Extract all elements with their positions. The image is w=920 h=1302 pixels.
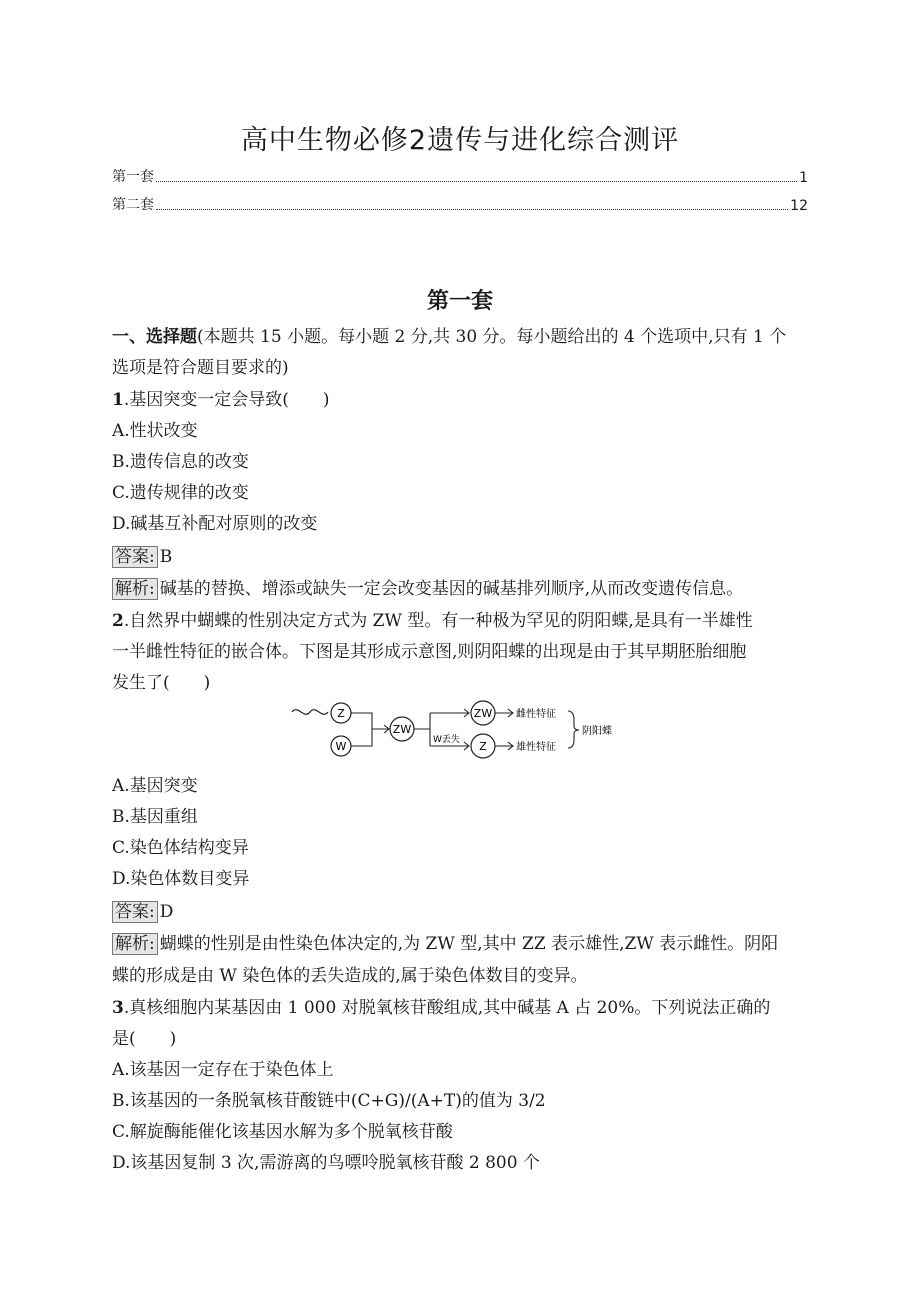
answer-tag: 答案: <box>112 901 158 923</box>
fusion-lines <box>351 713 388 746</box>
analysis-text-cont: 蝶的形成是由 W 染色体的丢失造成的,属于染色体数目的变异。 <box>112 966 588 986</box>
toc-leader <box>156 209 788 210</box>
toc-entry-page: 12 <box>790 198 808 214</box>
question-text: .自然界中蝴蝶的性别决定方式为 ZW 型。有一种极为罕见的阴阳蝶,是具有一半雄性 <box>123 611 753 631</box>
arrow-heads <box>508 709 513 750</box>
trait-lines <box>495 713 512 746</box>
female-cell-label: ZW <box>473 707 493 720</box>
arrow-heads <box>464 709 469 750</box>
option-c: C.解旋酶能催化该基因水解为多个脱氧核苷酸 <box>112 1122 453 1142</box>
answer-value: B <box>159 547 173 567</box>
male-cell-label: Z <box>479 740 487 753</box>
question-text-cont: 是( ) <box>112 1029 177 1049</box>
document-title: 高中生物必修2遗传与进化综合测评 <box>240 125 680 156</box>
wavy-line <box>292 710 328 715</box>
option-a: A.该基因一定存在于染色体上 <box>112 1060 334 1080</box>
question-number: 3 <box>112 998 124 1018</box>
toc-entry-page: 1 <box>799 170 808 186</box>
analysis-text: 蝴蝶的性别是由性染色体决定的,为 ZW 型,其中 ZZ 表示雄性,ZW 表示雌性。阴阳 <box>159 934 779 954</box>
male-trait-label: 雄性特征 <box>516 742 556 753</box>
toc-entry-label: 第一套 <box>112 169 154 185</box>
part-description: (本题共 15 小题。每小题 2 分,共 30 分。每小题给出的 4 个选项中,只有 1 个 <box>197 327 787 347</box>
toc-entry-label: 第二套 <box>112 197 154 213</box>
part-description-cont: 选项是符合题目要求的) <box>112 358 289 378</box>
option-d: D.碱基互补配对原则的改变 <box>112 514 318 534</box>
question-stem <box>112 993 770 1018</box>
question-text-cont: 一半雌性特征的嵌合体。下图是其形成示意图,则阴阳蝶的出现是由于其早期胚胎细胞 <box>112 642 747 662</box>
brace <box>568 711 579 748</box>
part-heading-line <box>112 322 786 347</box>
analysis-tag: 解析: <box>112 578 158 600</box>
option-c: C.遗传规律的改变 <box>112 483 249 503</box>
female-trait-label: 雌性特征 <box>516 709 556 720</box>
answer-value: D <box>159 902 174 922</box>
option-b: B.该基因的一条脱氧核苷酸链中(C+G)/(A+T)的值为 3/2 <box>112 1091 546 1111</box>
question-stem <box>112 385 330 410</box>
w-label: W <box>335 740 347 753</box>
question-text: .基因突变一定会导致( ) <box>123 390 330 410</box>
question-text: .真核细胞内某基因由 1 000 对脱氧核苷酸组成,其中碱基 A 占 20%。下列说法正确的 <box>123 998 771 1018</box>
toc-entry[interactable] <box>112 166 808 186</box>
analysis-tag: 解析: <box>112 933 158 955</box>
butterfly-formation-diagram <box>290 698 650 766</box>
toc-leader <box>156 181 797 182</box>
option-a: A.基因突变 <box>112 776 198 796</box>
z-label: Z <box>337 707 345 720</box>
analysis-line <box>112 574 743 599</box>
option-b: B.遗传信息的改变 <box>112 452 249 472</box>
answer-tag: 答案: <box>112 546 158 568</box>
zygote-label: ZW <box>392 723 412 736</box>
analysis-text: 碱基的替换、增添或缺失一定会改变基因的碱基排列顺序,从而改变遗传信息。 <box>159 579 744 599</box>
part-heading: 一、选择题 <box>112 327 197 347</box>
question-number: 2 <box>112 611 124 631</box>
w-loss-label: W丢失 <box>433 735 460 745</box>
section-title: 第一套 <box>426 289 493 314</box>
result-label: 阴阳蝶 <box>582 726 612 737</box>
question-stem <box>112 606 753 631</box>
question-text-cont: 发生了( ) <box>112 673 211 693</box>
answer-line <box>112 897 173 922</box>
question-number: 1 <box>112 390 124 410</box>
option-c: C.染色体结构变异 <box>112 838 249 858</box>
toc-entry[interactable] <box>112 194 808 214</box>
analysis-line <box>112 929 778 954</box>
option-d: D.染色体数目变异 <box>112 869 250 889</box>
option-d: D.该基因复制 3 次,需游离的鸟嘌呤脱氧核苷酸 2 800 个 <box>112 1153 540 1173</box>
option-b: B.基因重组 <box>112 807 198 827</box>
answer-line <box>112 542 172 567</box>
option-a: A.性状改变 <box>112 421 198 441</box>
